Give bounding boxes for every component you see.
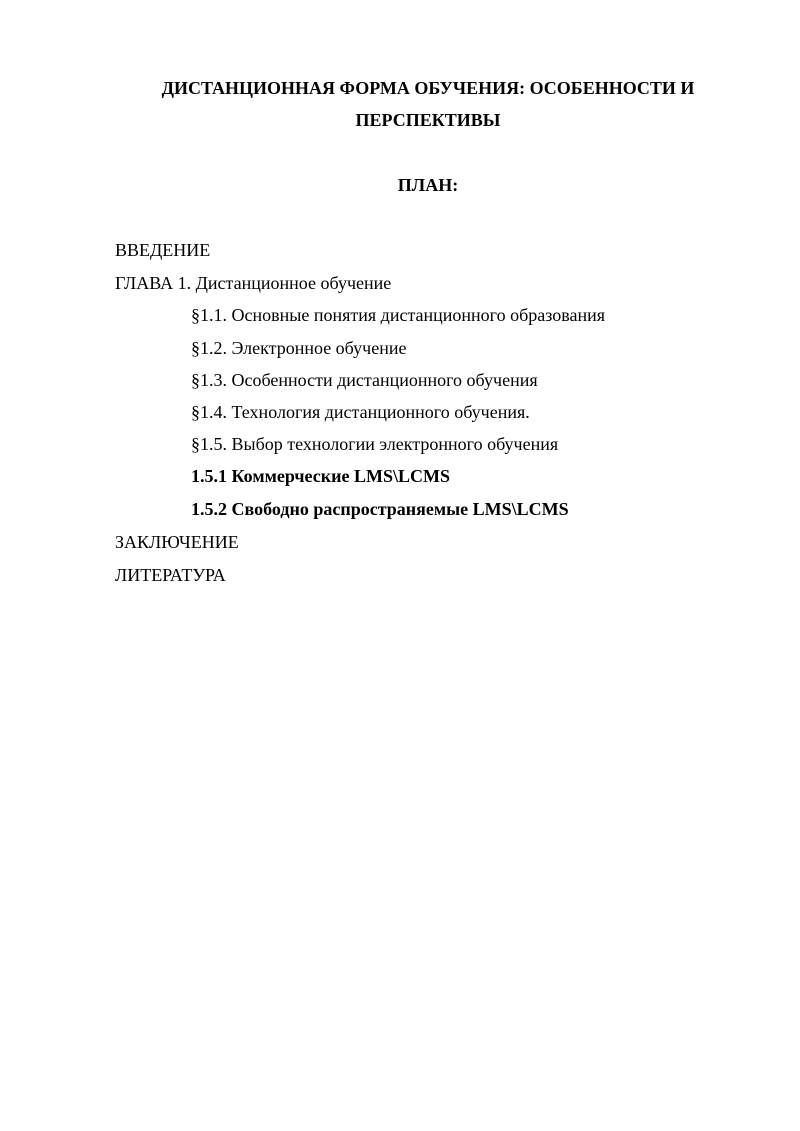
toc-item-section-1-1: §1.1. Основные понятия дистанционного образования — [191, 305, 606, 325]
toc-item-section-1-5: §1.5. Выбор технологии электронного обучения — [191, 434, 559, 454]
toc-item-subsection-1-5-1: 1.5.1 Коммерческие LMS\LCMS — [191, 466, 450, 486]
toc-item-section-1-2: §1.2. Электронное обучение — [191, 338, 407, 358]
toc-item-section-1-3: §1.3. Особенности дистанционного обучения — [191, 370, 538, 390]
document-title-line-1: ДИСТАНЦИОННАЯ ФОРМА ОБУЧЕНИЯ: ОСОБЕННОСТИ И — [161, 78, 695, 98]
toc-item-literature: ЛИТЕРАТУРА — [115, 565, 226, 585]
toc-item-chapter-1: ГЛАВА 1. Дистанционное обучение — [115, 273, 392, 293]
toc-item-section-1-4: §1.4. Технология дистанционного обучения. — [191, 402, 530, 422]
document-title-line-2: ПЕРСПЕКТИВЫ — [355, 110, 501, 130]
toc-item-introduction: ВВЕДЕНИЕ — [115, 240, 211, 260]
toc-item-conclusion: ЗАКЛЮЧЕНИЕ — [115, 532, 239, 552]
toc-item-subsection-1-5-2: 1.5.2 Свободно распространяемые LMS\LCMS — [191, 499, 569, 519]
plan-heading: ПЛАН: — [397, 175, 459, 195]
